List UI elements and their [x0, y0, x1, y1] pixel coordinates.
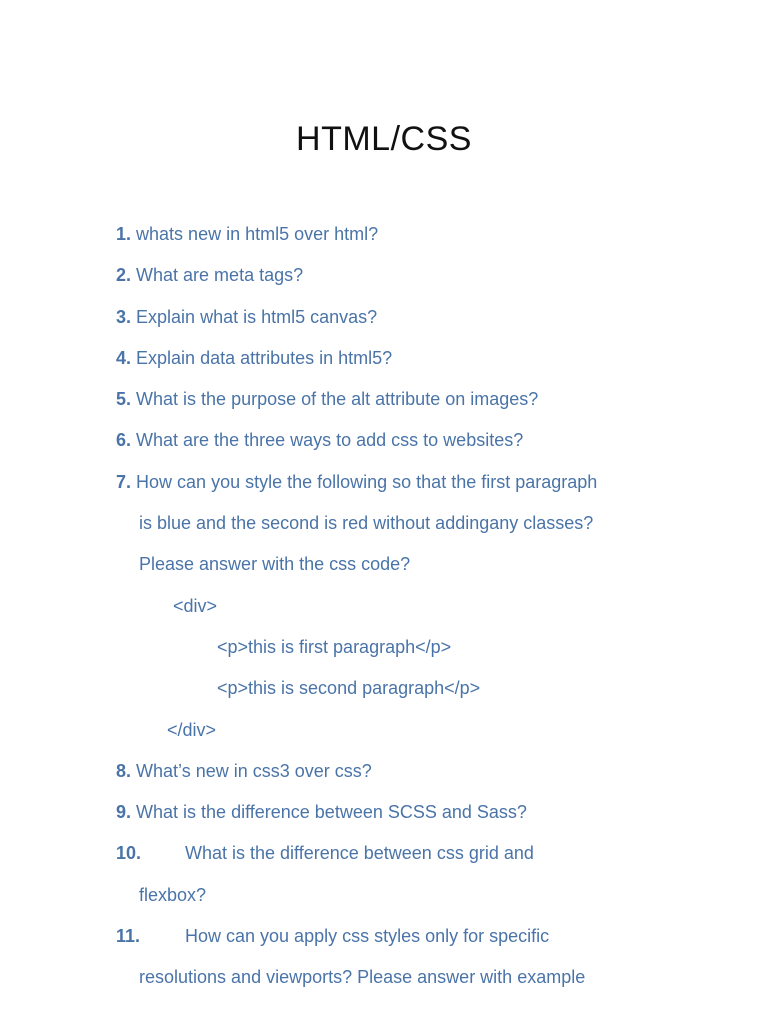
question-list [116, 214, 716, 999]
item-text: What is the purpose of the alt attribute on images? [136, 389, 539, 410]
item-text: What’s new in css3 over css? [136, 760, 372, 781]
item-text-continued: flexbox? [139, 884, 207, 905]
item-number: 1. [116, 224, 132, 244]
item-text: What is the difference between css grid and [185, 843, 534, 864]
item-number: 7. [116, 471, 132, 492]
item-number: 2. [116, 265, 132, 286]
item-number: 11. [116, 926, 141, 947]
list-item [116, 297, 716, 338]
list-item [116, 214, 716, 255]
page-title: HTML/CSS [296, 120, 472, 158]
item-text: What are meta tags? [136, 265, 304, 286]
list-item [116, 420, 716, 461]
item-number: 6. [116, 430, 132, 451]
item-text: Explain what is html5 canvas? [136, 306, 378, 327]
item-text-continued: Please answer with the css code? [139, 554, 411, 575]
list-item [116, 462, 716, 751]
item-text: What is the difference between SCSS and Sass? [136, 802, 527, 823]
code-line-first-paragraph: <p>this is first paragraph</p> [217, 636, 452, 657]
list-item [116, 338, 716, 379]
item-number: 8. [116, 760, 132, 781]
item-number: 9. [116, 802, 132, 823]
item-text: How can you apply css styles only for specific [185, 926, 550, 947]
item-text: whats new in html5 over html? [136, 224, 379, 244]
item-text-continued: is blue and the second is red without addingany classes? [139, 513, 594, 534]
list-item [116, 255, 716, 296]
item-number: 4. [116, 347, 132, 368]
code-line-div-close: </div> [167, 719, 217, 740]
item-text: What are the three ways to add css to websites? [136, 430, 524, 451]
code-line-second-paragraph: <p>this is second paragraph</p> [217, 678, 481, 699]
code-line-div-open: <div> [173, 595, 218, 616]
list-item [116, 916, 716, 999]
item-text: How can you style the following so that the first paragraph [136, 471, 598, 492]
list-item [116, 792, 716, 833]
item-text-continued: resolutions and viewports? Please answer with example [139, 967, 586, 988]
list-item [116, 751, 716, 792]
item-number: 10. [116, 843, 142, 864]
item-text: Explain data attributes in html5? [136, 347, 393, 368]
list-item [116, 379, 716, 420]
item-number: 3. [116, 306, 132, 327]
item-number: 5. [116, 389, 132, 410]
list-item [116, 833, 716, 916]
